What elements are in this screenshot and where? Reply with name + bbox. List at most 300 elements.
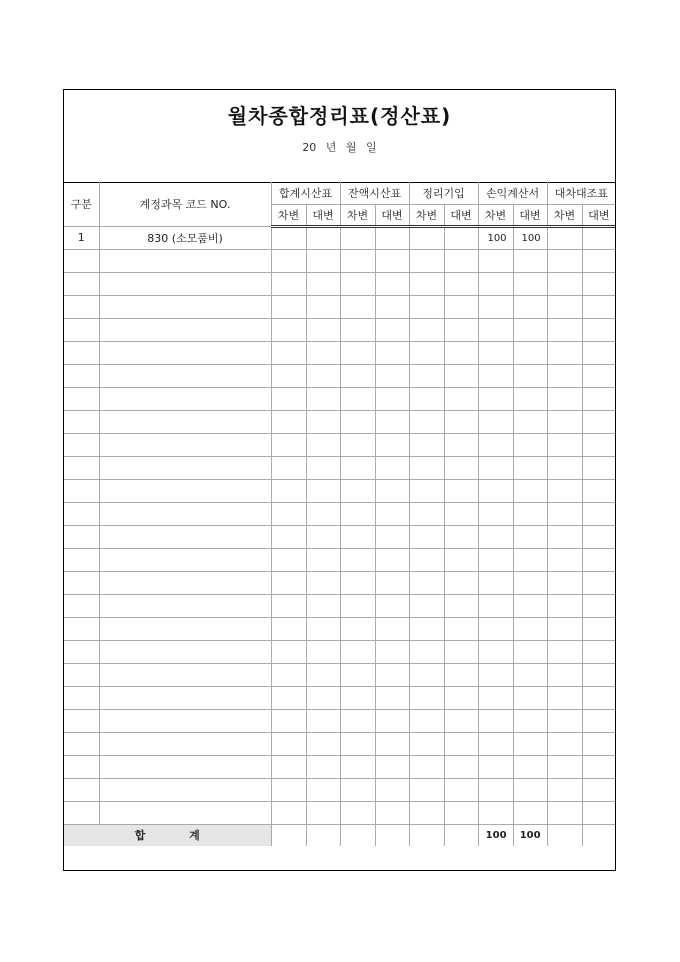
total-debit-cell: 100 bbox=[478, 824, 513, 846]
row-number-cell bbox=[64, 732, 99, 755]
debit-cell bbox=[409, 686, 444, 709]
credit-cell bbox=[444, 709, 478, 732]
account-cell bbox=[99, 249, 271, 272]
debit-cell bbox=[340, 755, 375, 778]
debit-cell bbox=[340, 341, 375, 364]
row-number-cell bbox=[64, 387, 99, 410]
credit-cell bbox=[582, 755, 615, 778]
credit-cell bbox=[375, 709, 409, 732]
row-number-cell bbox=[64, 594, 99, 617]
row-number-cell bbox=[64, 663, 99, 686]
debit-cell bbox=[547, 318, 582, 341]
credit-cell bbox=[582, 571, 615, 594]
header-credit: 대변 bbox=[444, 204, 478, 226]
credit-cell bbox=[375, 295, 409, 318]
debit-cell bbox=[547, 617, 582, 640]
debit-cell bbox=[409, 387, 444, 410]
settlement-table bbox=[64, 182, 615, 846]
debit-cell bbox=[409, 364, 444, 387]
debit-cell bbox=[409, 295, 444, 318]
debit-cell bbox=[409, 617, 444, 640]
debit-cell bbox=[271, 272, 306, 295]
row-number-cell bbox=[64, 410, 99, 433]
debit-cell bbox=[478, 318, 513, 341]
table-row bbox=[64, 755, 615, 778]
credit-cell bbox=[306, 617, 340, 640]
debit-cell bbox=[547, 755, 582, 778]
table-row bbox=[64, 801, 615, 824]
page-title: 월차종합정리표(정산표) bbox=[227, 104, 452, 128]
debit-cell bbox=[547, 594, 582, 617]
debit-cell bbox=[271, 295, 306, 318]
credit-cell bbox=[375, 571, 409, 594]
debit-cell bbox=[409, 548, 444, 571]
debit-cell bbox=[340, 640, 375, 663]
credit-cell bbox=[375, 456, 409, 479]
credit-cell bbox=[582, 502, 615, 525]
header-debit: 차변 bbox=[409, 204, 444, 226]
debit-cell bbox=[478, 249, 513, 272]
debit-cell bbox=[478, 295, 513, 318]
debit-cell bbox=[478, 272, 513, 295]
total-row bbox=[64, 824, 615, 846]
credit-cell bbox=[444, 640, 478, 663]
credit-cell bbox=[444, 295, 478, 318]
debit-cell bbox=[271, 341, 306, 364]
debit-cell bbox=[271, 686, 306, 709]
total-credit-cell: 100 bbox=[513, 824, 547, 846]
credit-cell bbox=[306, 364, 340, 387]
debit-cell bbox=[478, 433, 513, 456]
credit-cell bbox=[513, 433, 547, 456]
total-credit-cell bbox=[306, 824, 340, 846]
debit-cell bbox=[340, 525, 375, 548]
row-number-cell bbox=[64, 548, 99, 571]
credit-cell bbox=[582, 410, 615, 433]
debit-cell bbox=[478, 617, 513, 640]
credit-cell bbox=[306, 801, 340, 824]
debit-cell bbox=[409, 755, 444, 778]
credit-cell bbox=[444, 410, 478, 433]
debit-cell bbox=[340, 364, 375, 387]
credit-cell bbox=[306, 387, 340, 410]
debit-cell bbox=[340, 433, 375, 456]
header-group-adjustments: 정리기입 bbox=[409, 182, 478, 204]
credit-cell bbox=[375, 755, 409, 778]
credit-cell bbox=[306, 571, 340, 594]
credit-cell bbox=[513, 755, 547, 778]
credit-cell bbox=[513, 341, 547, 364]
debit-cell bbox=[478, 525, 513, 548]
debit-cell bbox=[547, 525, 582, 548]
account-cell bbox=[99, 778, 271, 801]
header-category: 구분 bbox=[64, 182, 99, 226]
table-row bbox=[64, 341, 615, 364]
credit-cell bbox=[306, 755, 340, 778]
credit-cell bbox=[513, 778, 547, 801]
debit-cell bbox=[271, 410, 306, 433]
account-cell bbox=[99, 456, 271, 479]
debit-cell bbox=[409, 778, 444, 801]
credit-cell bbox=[444, 502, 478, 525]
debit-cell bbox=[478, 663, 513, 686]
row-number-cell bbox=[64, 295, 99, 318]
credit-cell bbox=[375, 801, 409, 824]
row-number-cell bbox=[64, 709, 99, 732]
row-number-cell bbox=[64, 433, 99, 456]
credit-cell bbox=[582, 525, 615, 548]
credit-cell bbox=[513, 663, 547, 686]
credit-cell bbox=[582, 594, 615, 617]
table-row bbox=[64, 686, 615, 709]
credit-cell bbox=[375, 387, 409, 410]
debit-cell bbox=[547, 640, 582, 663]
credit-cell bbox=[306, 272, 340, 295]
credit-cell bbox=[513, 571, 547, 594]
account-cell bbox=[99, 272, 271, 295]
credit-cell bbox=[513, 295, 547, 318]
debit-cell bbox=[409, 663, 444, 686]
debit-cell bbox=[478, 686, 513, 709]
debit-cell bbox=[271, 778, 306, 801]
debit-cell bbox=[271, 387, 306, 410]
debit-cell bbox=[409, 479, 444, 502]
credit-cell bbox=[306, 686, 340, 709]
debit-cell bbox=[547, 433, 582, 456]
table-row bbox=[64, 433, 615, 456]
account-cell bbox=[99, 801, 271, 824]
debit-cell bbox=[478, 594, 513, 617]
credit-cell bbox=[513, 732, 547, 755]
debit-cell bbox=[478, 640, 513, 663]
table-row bbox=[64, 663, 615, 686]
debit-cell bbox=[547, 272, 582, 295]
debit-cell bbox=[271, 755, 306, 778]
account-cell bbox=[99, 364, 271, 387]
credit-cell bbox=[513, 410, 547, 433]
debit-cell bbox=[478, 479, 513, 502]
credit-cell bbox=[444, 778, 478, 801]
debit-cell bbox=[340, 709, 375, 732]
credit-cell bbox=[306, 778, 340, 801]
credit-cell bbox=[375, 778, 409, 801]
credit-cell bbox=[375, 249, 409, 272]
total-label: 합 계 bbox=[64, 824, 271, 846]
debit-cell bbox=[547, 387, 582, 410]
credit-cell bbox=[375, 410, 409, 433]
credit-cell bbox=[582, 364, 615, 387]
table-row bbox=[64, 709, 615, 732]
account-cell bbox=[99, 433, 271, 456]
debit-cell bbox=[478, 502, 513, 525]
credit-cell bbox=[375, 548, 409, 571]
credit-cell bbox=[375, 364, 409, 387]
debit-cell bbox=[409, 249, 444, 272]
debit-cell bbox=[340, 594, 375, 617]
credit-cell bbox=[444, 318, 478, 341]
credit-cell bbox=[582, 249, 615, 272]
credit-cell bbox=[444, 548, 478, 571]
credit-cell bbox=[582, 732, 615, 755]
account-cell bbox=[99, 295, 271, 318]
credit-cell bbox=[444, 341, 478, 364]
account-cell bbox=[99, 640, 271, 663]
credit-cell bbox=[306, 640, 340, 663]
row-number-cell: 1 bbox=[64, 226, 99, 249]
row-number-cell bbox=[64, 640, 99, 663]
credit-cell bbox=[513, 801, 547, 824]
debit-cell bbox=[271, 617, 306, 640]
debit-cell bbox=[547, 226, 582, 249]
credit-cell bbox=[582, 778, 615, 801]
credit-cell bbox=[444, 594, 478, 617]
credit-cell bbox=[444, 525, 478, 548]
debit-cell bbox=[340, 249, 375, 272]
debit-cell bbox=[340, 295, 375, 318]
header-credit: 대변 bbox=[375, 204, 409, 226]
total-credit-cell bbox=[444, 824, 478, 846]
debit-cell bbox=[547, 295, 582, 318]
debit-cell bbox=[340, 801, 375, 824]
debit-cell bbox=[340, 272, 375, 295]
debit-cell bbox=[340, 318, 375, 341]
table-row bbox=[64, 778, 615, 801]
credit-cell bbox=[582, 433, 615, 456]
credit-cell bbox=[306, 433, 340, 456]
debit-cell bbox=[340, 686, 375, 709]
credit-cell bbox=[306, 663, 340, 686]
table-row bbox=[64, 295, 615, 318]
table-row bbox=[64, 387, 615, 410]
debit-cell bbox=[409, 318, 444, 341]
row-number-cell bbox=[64, 318, 99, 341]
debit-cell bbox=[271, 479, 306, 502]
debit-cell bbox=[547, 456, 582, 479]
credit-cell bbox=[513, 318, 547, 341]
header-group-trial-balance-totals: 합계시산표 bbox=[271, 182, 340, 204]
debit-cell bbox=[340, 617, 375, 640]
total-credit-cell bbox=[375, 824, 409, 846]
document-header bbox=[64, 90, 615, 183]
credit-cell bbox=[513, 617, 547, 640]
row-number-cell bbox=[64, 801, 99, 824]
credit-cell bbox=[375, 318, 409, 341]
credit-cell bbox=[306, 410, 340, 433]
row-number-cell bbox=[64, 502, 99, 525]
account-cell bbox=[99, 318, 271, 341]
header-debit: 차변 bbox=[547, 204, 582, 226]
credit-cell bbox=[513, 640, 547, 663]
debit-cell bbox=[478, 456, 513, 479]
credit-cell bbox=[375, 502, 409, 525]
table-row bbox=[64, 318, 615, 341]
table-row bbox=[64, 272, 615, 295]
total-debit-cell bbox=[547, 824, 582, 846]
table-row bbox=[64, 640, 615, 663]
debit-cell bbox=[478, 755, 513, 778]
table-row bbox=[64, 364, 615, 387]
debit-cell bbox=[478, 571, 513, 594]
debit-cell: 100 bbox=[478, 226, 513, 249]
credit-cell bbox=[582, 387, 615, 410]
debit-cell bbox=[271, 801, 306, 824]
header-debit: 차변 bbox=[478, 204, 513, 226]
credit-cell bbox=[582, 709, 615, 732]
credit-cell bbox=[582, 456, 615, 479]
credit-cell bbox=[444, 433, 478, 456]
debit-cell bbox=[340, 410, 375, 433]
header-account: 계정과목 코드 NO. bbox=[99, 182, 271, 226]
account-cell bbox=[99, 341, 271, 364]
debit-cell bbox=[478, 778, 513, 801]
credit-cell bbox=[582, 686, 615, 709]
debit-cell bbox=[547, 709, 582, 732]
header-debit: 차변 bbox=[340, 204, 375, 226]
debit-cell bbox=[340, 548, 375, 571]
debit-cell bbox=[340, 226, 375, 249]
debit-cell bbox=[409, 502, 444, 525]
debit-cell bbox=[271, 364, 306, 387]
debit-cell bbox=[271, 249, 306, 272]
credit-cell bbox=[306, 594, 340, 617]
credit-cell bbox=[444, 663, 478, 686]
row-number-cell bbox=[64, 571, 99, 594]
credit-cell bbox=[306, 341, 340, 364]
credit-cell bbox=[582, 663, 615, 686]
debit-cell bbox=[478, 801, 513, 824]
credit-cell bbox=[513, 594, 547, 617]
debit-cell bbox=[271, 502, 306, 525]
debit-cell bbox=[478, 732, 513, 755]
debit-cell bbox=[340, 456, 375, 479]
debit-cell bbox=[547, 502, 582, 525]
debit-cell bbox=[271, 456, 306, 479]
table-row bbox=[64, 548, 615, 571]
debit-cell bbox=[409, 594, 444, 617]
credit-cell bbox=[375, 433, 409, 456]
debit-cell bbox=[271, 732, 306, 755]
debit-cell bbox=[547, 732, 582, 755]
debit-cell bbox=[340, 732, 375, 755]
debit-cell bbox=[340, 663, 375, 686]
credit-cell bbox=[582, 548, 615, 571]
table-row bbox=[64, 249, 615, 272]
debit-cell bbox=[547, 663, 582, 686]
credit-cell bbox=[582, 318, 615, 341]
credit-cell bbox=[375, 732, 409, 755]
credit-cell bbox=[513, 249, 547, 272]
credit-cell bbox=[306, 479, 340, 502]
credit-cell bbox=[375, 341, 409, 364]
account-cell bbox=[99, 663, 271, 686]
table-row bbox=[64, 617, 615, 640]
debit-cell bbox=[478, 709, 513, 732]
credit-cell bbox=[306, 456, 340, 479]
debit-cell bbox=[547, 548, 582, 571]
debit-cell bbox=[271, 571, 306, 594]
debit-cell bbox=[409, 640, 444, 663]
credit-cell bbox=[444, 686, 478, 709]
table-row bbox=[64, 571, 615, 594]
credit-cell bbox=[513, 456, 547, 479]
credit-cell bbox=[444, 226, 478, 249]
credit-cell bbox=[444, 479, 478, 502]
credit-cell bbox=[582, 295, 615, 318]
credit-cell bbox=[306, 502, 340, 525]
credit-cell bbox=[444, 801, 478, 824]
row-number-cell bbox=[64, 525, 99, 548]
credit-cell bbox=[513, 479, 547, 502]
credit-cell bbox=[513, 709, 547, 732]
credit-cell bbox=[513, 502, 547, 525]
account-cell bbox=[99, 387, 271, 410]
row-number-cell bbox=[64, 617, 99, 640]
header-credit: 대변 bbox=[306, 204, 340, 226]
header-credit: 대변 bbox=[513, 204, 547, 226]
credit-cell bbox=[444, 364, 478, 387]
debit-cell bbox=[271, 525, 306, 548]
credit-cell bbox=[375, 272, 409, 295]
debit-cell bbox=[340, 778, 375, 801]
debit-cell bbox=[547, 686, 582, 709]
row-number-cell bbox=[64, 479, 99, 502]
credit-cell bbox=[306, 295, 340, 318]
total-debit-cell bbox=[409, 824, 444, 846]
total-debit-cell bbox=[340, 824, 375, 846]
account-cell bbox=[99, 525, 271, 548]
credit-cell bbox=[375, 617, 409, 640]
account-cell: 830 (소모품비) bbox=[99, 226, 271, 249]
table-row bbox=[64, 594, 615, 617]
debit-cell bbox=[547, 341, 582, 364]
total-debit-cell bbox=[271, 824, 306, 846]
credit-cell bbox=[306, 548, 340, 571]
table-row bbox=[64, 525, 615, 548]
debit-cell bbox=[340, 571, 375, 594]
header-group-income-statement: 손익계산서 bbox=[478, 182, 547, 204]
debit-cell bbox=[409, 433, 444, 456]
account-cell bbox=[99, 594, 271, 617]
credit-cell bbox=[582, 640, 615, 663]
credit-cell bbox=[444, 272, 478, 295]
account-cell bbox=[99, 502, 271, 525]
credit-cell bbox=[582, 341, 615, 364]
debit-cell bbox=[547, 479, 582, 502]
debit-cell bbox=[547, 571, 582, 594]
account-cell bbox=[99, 617, 271, 640]
account-cell bbox=[99, 479, 271, 502]
debit-cell bbox=[340, 387, 375, 410]
credit-cell bbox=[375, 640, 409, 663]
debit-cell bbox=[271, 226, 306, 249]
debit-cell bbox=[478, 364, 513, 387]
credit-cell bbox=[375, 525, 409, 548]
debit-cell bbox=[271, 663, 306, 686]
debit-cell bbox=[547, 410, 582, 433]
account-cell bbox=[99, 709, 271, 732]
debit-cell bbox=[271, 318, 306, 341]
table-row bbox=[64, 456, 615, 479]
credit-cell bbox=[513, 686, 547, 709]
credit-cell bbox=[582, 226, 615, 249]
debit-cell bbox=[271, 433, 306, 456]
header-group-balance-sheet: 대차대조표 bbox=[547, 182, 615, 204]
credit-cell bbox=[513, 387, 547, 410]
account-cell bbox=[99, 571, 271, 594]
row-number-cell bbox=[64, 686, 99, 709]
credit-cell bbox=[513, 548, 547, 571]
credit-cell bbox=[444, 571, 478, 594]
